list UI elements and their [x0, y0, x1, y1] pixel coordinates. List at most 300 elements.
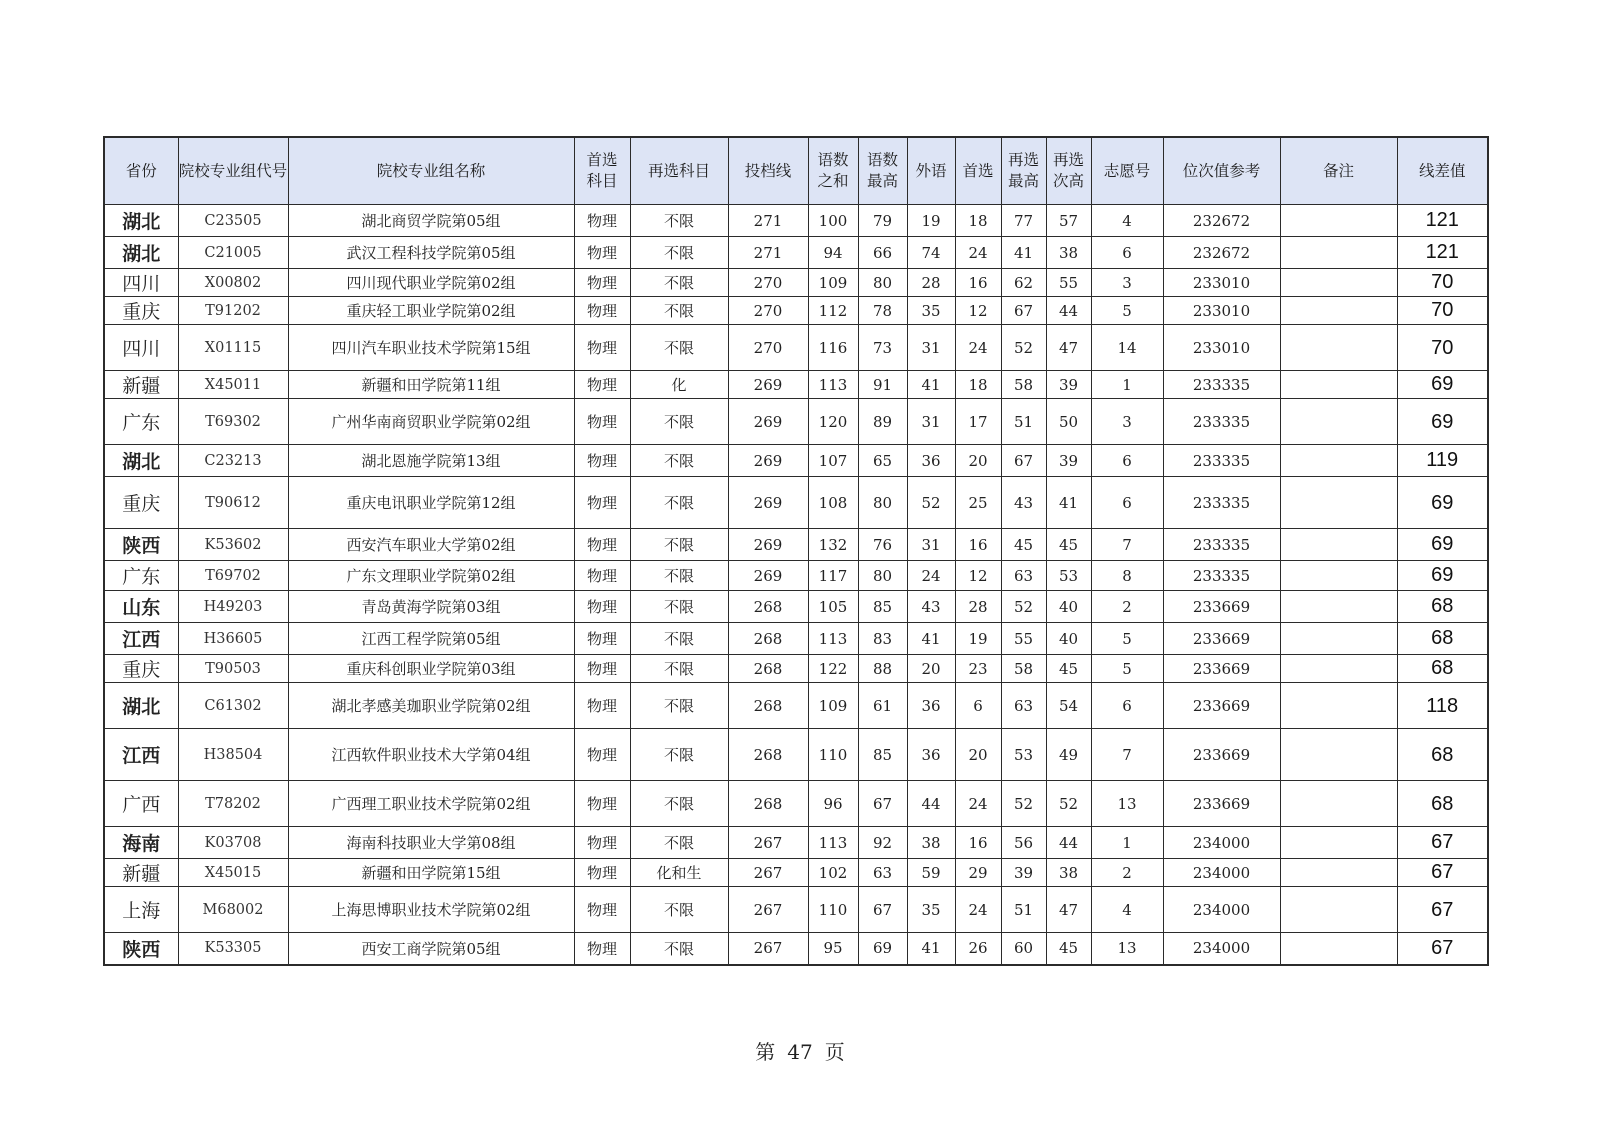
- table-row: [104, 325, 1488, 371]
- province-cell: 上海: [104, 887, 178, 933]
- remarks-cell: [1280, 887, 1397, 933]
- reselect-max-cell: 67: [1001, 297, 1046, 325]
- cutoff-score-cell: 271: [728, 237, 808, 269]
- header-foreign-language: 外语: [907, 137, 955, 205]
- first-score-cell: 18: [955, 205, 1001, 237]
- foreign-language-cell: 41: [907, 371, 955, 399]
- remarks-cell: [1280, 371, 1397, 399]
- first-subject-cell: 物理: [574, 529, 630, 561]
- reselect-subject-cell: 不限: [630, 887, 728, 933]
- foreign-language-cell: 36: [907, 683, 955, 729]
- first-subject-cell: 物理: [574, 399, 630, 445]
- reselect-max-cell: 67: [1001, 445, 1046, 477]
- remarks-cell: [1280, 827, 1397, 859]
- remarks-cell: [1280, 933, 1397, 965]
- group-code-cell: C23213: [178, 445, 288, 477]
- chinese-math-sum-cell: 109: [808, 683, 858, 729]
- foreign-language-cell: 41: [907, 623, 955, 655]
- first-subject-cell: 物理: [574, 325, 630, 371]
- header-score-difference: 线差值: [1397, 137, 1488, 205]
- score-difference-cell: 69: [1397, 477, 1488, 529]
- cutoff-score-cell: 267: [728, 887, 808, 933]
- cutoff-score-cell: 268: [728, 623, 808, 655]
- first-score-cell: 28: [955, 591, 1001, 623]
- admission-table: [103, 136, 1489, 966]
- choice-number-cell: 6: [1091, 477, 1163, 529]
- table-row: [104, 729, 1488, 781]
- group-code-cell: M68002: [178, 887, 288, 933]
- reselect-subject-cell: 不限: [630, 477, 728, 529]
- first-score-cell: 24: [955, 237, 1001, 269]
- chinese-math-max-cell: 83: [858, 623, 907, 655]
- first-score-cell: 18: [955, 371, 1001, 399]
- chinese-math-max-cell: 80: [858, 561, 907, 591]
- choice-number-cell: 3: [1091, 399, 1163, 445]
- province-cell: 湖北: [104, 205, 178, 237]
- group-name-cell: 青岛黄海学院第03组: [288, 591, 574, 623]
- reselect-max-cell: 60: [1001, 933, 1046, 965]
- reselect-second-cell: 54: [1046, 683, 1091, 729]
- first-score-cell: 24: [955, 887, 1001, 933]
- rank-reference-cell: 234000: [1163, 933, 1280, 965]
- first-subject-cell: 物理: [574, 269, 630, 297]
- choice-number-cell: 13: [1091, 781, 1163, 827]
- remarks-cell: [1280, 591, 1397, 623]
- reselect-subject-cell: 不限: [630, 933, 728, 965]
- reselect-max-cell: 39: [1001, 859, 1046, 887]
- first-score-cell: 16: [955, 269, 1001, 297]
- chinese-math-sum-cell: 110: [808, 729, 858, 781]
- chinese-math-sum-cell: 113: [808, 827, 858, 859]
- score-difference-cell: 67: [1397, 933, 1488, 965]
- group-code-cell: X45011: [178, 371, 288, 399]
- reselect-subject-cell: 不限: [630, 325, 728, 371]
- score-difference-cell: 69: [1397, 371, 1488, 399]
- header-reselect-subject: 再选科目: [630, 137, 728, 205]
- chinese-math-max-cell: 80: [858, 269, 907, 297]
- reselect-max-cell: 58: [1001, 655, 1046, 683]
- foreign-language-cell: 52: [907, 477, 955, 529]
- choice-number-cell: 4: [1091, 887, 1163, 933]
- province-cell: 重庆: [104, 655, 178, 683]
- group-name-cell: 武汉工程科技学院第05组: [288, 237, 574, 269]
- remarks-cell: [1280, 269, 1397, 297]
- group-name-cell: 西安汽车职业大学第02组: [288, 529, 574, 561]
- chinese-math-max-cell: 89: [858, 399, 907, 445]
- province-cell: 广西: [104, 781, 178, 827]
- reselect-second-cell: 52: [1046, 781, 1091, 827]
- cutoff-score-cell: 267: [728, 933, 808, 965]
- rank-reference-cell: 233669: [1163, 591, 1280, 623]
- group-name-cell: 重庆轻工职业学院第02组: [288, 297, 574, 325]
- cutoff-score-cell: 270: [728, 297, 808, 325]
- foreign-language-cell: 31: [907, 529, 955, 561]
- table-row: [104, 933, 1488, 965]
- reselect-second-cell: 53: [1046, 561, 1091, 591]
- chinese-math-sum-cell: 120: [808, 399, 858, 445]
- chinese-math-max-cell: 69: [858, 933, 907, 965]
- page-prefix: 第: [755, 1040, 776, 1064]
- group-code-cell: X00802: [178, 269, 288, 297]
- header-choice-number: 志愿号: [1091, 137, 1163, 205]
- header-reselect-second: 再选次高: [1046, 137, 1091, 205]
- header-chinese-math-max: 语数最高: [858, 137, 907, 205]
- remarks-cell: [1280, 529, 1397, 561]
- header-rank-reference: 位次值参考: [1163, 137, 1280, 205]
- foreign-language-cell: 38: [907, 827, 955, 859]
- table-row: [104, 445, 1488, 477]
- province-cell: 广东: [104, 561, 178, 591]
- remarks-cell: [1280, 237, 1397, 269]
- reselect-second-cell: 47: [1046, 887, 1091, 933]
- score-difference-cell: 70: [1397, 269, 1488, 297]
- foreign-language-cell: 36: [907, 445, 955, 477]
- reselect-max-cell: 51: [1001, 399, 1046, 445]
- chinese-math-sum-cell: 100: [808, 205, 858, 237]
- remarks-cell: [1280, 729, 1397, 781]
- chinese-math-max-cell: 76: [858, 529, 907, 561]
- group-name-cell: 湖北商贸学院第05组: [288, 205, 574, 237]
- cutoff-score-cell: 268: [728, 683, 808, 729]
- score-difference-cell: 70: [1397, 325, 1488, 371]
- first-score-cell: 12: [955, 297, 1001, 325]
- province-cell: 四川: [104, 269, 178, 297]
- cutoff-score-cell: 270: [728, 325, 808, 371]
- reselect-max-cell: 63: [1001, 561, 1046, 591]
- table-row: [104, 371, 1488, 399]
- reselect-second-cell: 44: [1046, 297, 1091, 325]
- score-difference-cell: 68: [1397, 623, 1488, 655]
- score-difference-cell: 121: [1397, 237, 1488, 269]
- first-score-cell: 26: [955, 933, 1001, 965]
- reselect-subject-cell: 不限: [630, 205, 728, 237]
- remarks-cell: [1280, 561, 1397, 591]
- reselect-max-cell: 77: [1001, 205, 1046, 237]
- reselect-subject-cell: 不限: [630, 827, 728, 859]
- first-subject-cell: 物理: [574, 371, 630, 399]
- chinese-math-max-cell: 67: [858, 781, 907, 827]
- rank-reference-cell: 233335: [1163, 529, 1280, 561]
- reselect-second-cell: 55: [1046, 269, 1091, 297]
- choice-number-cell: 14: [1091, 325, 1163, 371]
- province-cell: 四川: [104, 325, 178, 371]
- first-score-cell: 12: [955, 561, 1001, 591]
- chinese-math-sum-cell: 112: [808, 297, 858, 325]
- chinese-math-sum-cell: 105: [808, 591, 858, 623]
- table-row: [104, 683, 1488, 729]
- province-cell: 海南: [104, 827, 178, 859]
- header-row: [104, 137, 1488, 205]
- score-difference-cell: 68: [1397, 781, 1488, 827]
- score-difference-cell: 67: [1397, 827, 1488, 859]
- foreign-language-cell: 19: [907, 205, 955, 237]
- reselect-second-cell: 57: [1046, 205, 1091, 237]
- reselect-max-cell: 58: [1001, 371, 1046, 399]
- reselect-subject-cell: 不限: [630, 729, 728, 781]
- reselect-subject-cell: 不限: [630, 623, 728, 655]
- chinese-math-max-cell: 61: [858, 683, 907, 729]
- foreign-language-cell: 31: [907, 325, 955, 371]
- reselect-max-cell: 45: [1001, 529, 1046, 561]
- remarks-cell: [1280, 623, 1397, 655]
- score-difference-cell: 118: [1397, 683, 1488, 729]
- province-cell: 陕西: [104, 933, 178, 965]
- group-code-cell: T90612: [178, 477, 288, 529]
- cutoff-score-cell: 269: [728, 477, 808, 529]
- reselect-subject-cell: 不限: [630, 781, 728, 827]
- group-code-cell: K53602: [178, 529, 288, 561]
- group-code-cell: H36605: [178, 623, 288, 655]
- table-row: [104, 529, 1488, 561]
- first-score-cell: 19: [955, 623, 1001, 655]
- first-score-cell: 16: [955, 529, 1001, 561]
- reselect-max-cell: 53: [1001, 729, 1046, 781]
- reselect-subject-cell: 不限: [630, 591, 728, 623]
- rank-reference-cell: 233669: [1163, 729, 1280, 781]
- cutoff-score-cell: 271: [728, 205, 808, 237]
- group-code-cell: T69302: [178, 399, 288, 445]
- first-subject-cell: 物理: [574, 781, 630, 827]
- table-row: [104, 477, 1488, 529]
- first-score-cell: 6: [955, 683, 1001, 729]
- choice-number-cell: 5: [1091, 623, 1163, 655]
- first-subject-cell: 物理: [574, 205, 630, 237]
- choice-number-cell: 2: [1091, 859, 1163, 887]
- reselect-subject-cell: 化: [630, 371, 728, 399]
- header-group-code: 院校专业组代号: [178, 137, 288, 205]
- chinese-math-max-cell: 85: [858, 591, 907, 623]
- table-row: [104, 561, 1488, 591]
- choice-number-cell: 6: [1091, 445, 1163, 477]
- chinese-math-max-cell: 65: [858, 445, 907, 477]
- foreign-language-cell: 28: [907, 269, 955, 297]
- reselect-second-cell: 39: [1046, 371, 1091, 399]
- choice-number-cell: 3: [1091, 269, 1163, 297]
- choice-number-cell: 1: [1091, 371, 1163, 399]
- first-score-cell: 25: [955, 477, 1001, 529]
- first-subject-cell: 物理: [574, 237, 630, 269]
- foreign-language-cell: 36: [907, 729, 955, 781]
- score-difference-cell: 67: [1397, 887, 1488, 933]
- group-code-cell: K03708: [178, 827, 288, 859]
- cutoff-score-cell: 268: [728, 781, 808, 827]
- province-cell: 重庆: [104, 477, 178, 529]
- group-name-cell: 新疆和田学院第15组: [288, 859, 574, 887]
- cutoff-score-cell: 267: [728, 859, 808, 887]
- reselect-max-cell: 52: [1001, 781, 1046, 827]
- remarks-cell: [1280, 781, 1397, 827]
- choice-number-cell: 8: [1091, 561, 1163, 591]
- chinese-math-max-cell: 73: [858, 325, 907, 371]
- header-group-name: 院校专业组名称: [288, 137, 574, 205]
- cutoff-score-cell: 269: [728, 445, 808, 477]
- reselect-second-cell: 41: [1046, 477, 1091, 529]
- table-body: [104, 205, 1488, 965]
- chinese-math-max-cell: 88: [858, 655, 907, 683]
- province-cell: 新疆: [104, 371, 178, 399]
- chinese-math-sum-cell: 94: [808, 237, 858, 269]
- group-name-cell: 新疆和田学院第11组: [288, 371, 574, 399]
- rank-reference-cell: 233335: [1163, 477, 1280, 529]
- group-name-cell: 四川现代职业学院第02组: [288, 269, 574, 297]
- first-score-cell: 24: [955, 325, 1001, 371]
- score-difference-cell: 69: [1397, 561, 1488, 591]
- rank-reference-cell: 233335: [1163, 445, 1280, 477]
- rank-reference-cell: 233335: [1163, 561, 1280, 591]
- remarks-cell: [1280, 205, 1397, 237]
- chinese-math-sum-cell: 109: [808, 269, 858, 297]
- chinese-math-max-cell: 66: [858, 237, 907, 269]
- table-row: [104, 269, 1488, 297]
- cutoff-score-cell: 269: [728, 371, 808, 399]
- score-difference-cell: 68: [1397, 591, 1488, 623]
- header-cutoff-score: 投档线: [728, 137, 808, 205]
- reselect-subject-cell: 不限: [630, 399, 728, 445]
- remarks-cell: [1280, 297, 1397, 325]
- first-score-cell: 17: [955, 399, 1001, 445]
- first-score-cell: 23: [955, 655, 1001, 683]
- foreign-language-cell: 20: [907, 655, 955, 683]
- choice-number-cell: 13: [1091, 933, 1163, 965]
- reselect-subject-cell: 不限: [630, 683, 728, 729]
- reselect-second-cell: 38: [1046, 237, 1091, 269]
- rank-reference-cell: 233669: [1163, 623, 1280, 655]
- reselect-second-cell: 47: [1046, 325, 1091, 371]
- score-difference-cell: 119: [1397, 445, 1488, 477]
- chinese-math-sum-cell: 113: [808, 623, 858, 655]
- reselect-subject-cell: 不限: [630, 655, 728, 683]
- group-name-cell: 上海思博职业技术学院第02组: [288, 887, 574, 933]
- group-name-cell: 重庆科创职业学院第03组: [288, 655, 574, 683]
- group-name-cell: 湖北恩施学院第13组: [288, 445, 574, 477]
- first-score-cell: 20: [955, 729, 1001, 781]
- first-subject-cell: 物理: [574, 933, 630, 965]
- foreign-language-cell: 43: [907, 591, 955, 623]
- chinese-math-max-cell: 78: [858, 297, 907, 325]
- foreign-language-cell: 35: [907, 887, 955, 933]
- choice-number-cell: 7: [1091, 729, 1163, 781]
- rank-reference-cell: 233335: [1163, 399, 1280, 445]
- chinese-math-max-cell: 91: [858, 371, 907, 399]
- group-name-cell: 海南科技职业大学第08组: [288, 827, 574, 859]
- reselect-second-cell: 50: [1046, 399, 1091, 445]
- reselect-second-cell: 40: [1046, 623, 1091, 655]
- province-cell: 重庆: [104, 297, 178, 325]
- province-cell: 广东: [104, 399, 178, 445]
- reselect-max-cell: 63: [1001, 683, 1046, 729]
- cutoff-score-cell: 268: [728, 655, 808, 683]
- rank-reference-cell: 233010: [1163, 269, 1280, 297]
- remarks-cell: [1280, 477, 1397, 529]
- first-subject-cell: 物理: [574, 683, 630, 729]
- group-name-cell: 西安工商学院第05组: [288, 933, 574, 965]
- first-subject-cell: 物理: [574, 561, 630, 591]
- reselect-subject-cell: 不限: [630, 445, 728, 477]
- group-code-cell: C61302: [178, 683, 288, 729]
- choice-number-cell: 5: [1091, 655, 1163, 683]
- score-difference-cell: 68: [1397, 655, 1488, 683]
- chinese-math-sum-cell: 122: [808, 655, 858, 683]
- reselect-max-cell: 55: [1001, 623, 1046, 655]
- first-subject-cell: 物理: [574, 445, 630, 477]
- chinese-math-max-cell: 92: [858, 827, 907, 859]
- rank-reference-cell: 233010: [1163, 297, 1280, 325]
- remarks-cell: [1280, 399, 1397, 445]
- score-difference-cell: 68: [1397, 729, 1488, 781]
- chinese-math-max-cell: 79: [858, 205, 907, 237]
- page-value: 47: [787, 1040, 813, 1064]
- group-code-cell: T91202: [178, 297, 288, 325]
- rank-reference-cell: 233669: [1163, 781, 1280, 827]
- reselect-max-cell: 52: [1001, 325, 1046, 371]
- group-code-cell: T69702: [178, 561, 288, 591]
- score-difference-cell: 70: [1397, 297, 1488, 325]
- remarks-cell: [1280, 445, 1397, 477]
- foreign-language-cell: 41: [907, 933, 955, 965]
- chinese-math-sum-cell: 102: [808, 859, 858, 887]
- group-name-cell: 湖北孝感美珈职业学院第02组: [288, 683, 574, 729]
- reselect-max-cell: 62: [1001, 269, 1046, 297]
- first-subject-cell: 物理: [574, 591, 630, 623]
- first-subject-cell: 物理: [574, 297, 630, 325]
- chinese-math-sum-cell: 107: [808, 445, 858, 477]
- remarks-cell: [1280, 859, 1397, 887]
- score-difference-cell: 121: [1397, 205, 1488, 237]
- header-remarks: 备注: [1280, 137, 1397, 205]
- first-score-cell: 16: [955, 827, 1001, 859]
- first-subject-cell: 物理: [574, 729, 630, 781]
- choice-number-cell: 5: [1091, 297, 1163, 325]
- rank-reference-cell: 232672: [1163, 205, 1280, 237]
- first-subject-cell: 物理: [574, 477, 630, 529]
- chinese-math-max-cell: 63: [858, 859, 907, 887]
- reselect-second-cell: 45: [1046, 933, 1091, 965]
- chinese-math-sum-cell: 96: [808, 781, 858, 827]
- group-code-cell: H49203: [178, 591, 288, 623]
- chinese-math-sum-cell: 117: [808, 561, 858, 591]
- reselect-max-cell: 56: [1001, 827, 1046, 859]
- cutoff-score-cell: 270: [728, 269, 808, 297]
- reselect-max-cell: 43: [1001, 477, 1046, 529]
- province-cell: 湖北: [104, 445, 178, 477]
- reselect-second-cell: 45: [1046, 655, 1091, 683]
- reselect-second-cell: 40: [1046, 591, 1091, 623]
- province-cell: 江西: [104, 729, 178, 781]
- page-suffix: 页: [824, 1040, 845, 1064]
- reselect-max-cell: 41: [1001, 237, 1046, 269]
- choice-number-cell: 2: [1091, 591, 1163, 623]
- reselect-second-cell: 39: [1046, 445, 1091, 477]
- first-subject-cell: 物理: [574, 623, 630, 655]
- cutoff-score-cell: 269: [728, 399, 808, 445]
- reselect-max-cell: 52: [1001, 591, 1046, 623]
- choice-number-cell: 4: [1091, 205, 1163, 237]
- chinese-math-sum-cell: 95: [808, 933, 858, 965]
- rank-reference-cell: 234000: [1163, 827, 1280, 859]
- province-cell: 陕西: [104, 529, 178, 561]
- rank-reference-cell: 233669: [1163, 683, 1280, 729]
- first-subject-cell: 物理: [574, 887, 630, 933]
- rank-reference-cell: 233010: [1163, 325, 1280, 371]
- cutoff-score-cell: 269: [728, 529, 808, 561]
- foreign-language-cell: 74: [907, 237, 955, 269]
- table-row: [104, 781, 1488, 827]
- header-reselect-max: 再选最高: [1001, 137, 1046, 205]
- table-row: [104, 887, 1488, 933]
- first-score-cell: 24: [955, 781, 1001, 827]
- remarks-cell: [1280, 683, 1397, 729]
- reselect-subject-cell: 不限: [630, 297, 728, 325]
